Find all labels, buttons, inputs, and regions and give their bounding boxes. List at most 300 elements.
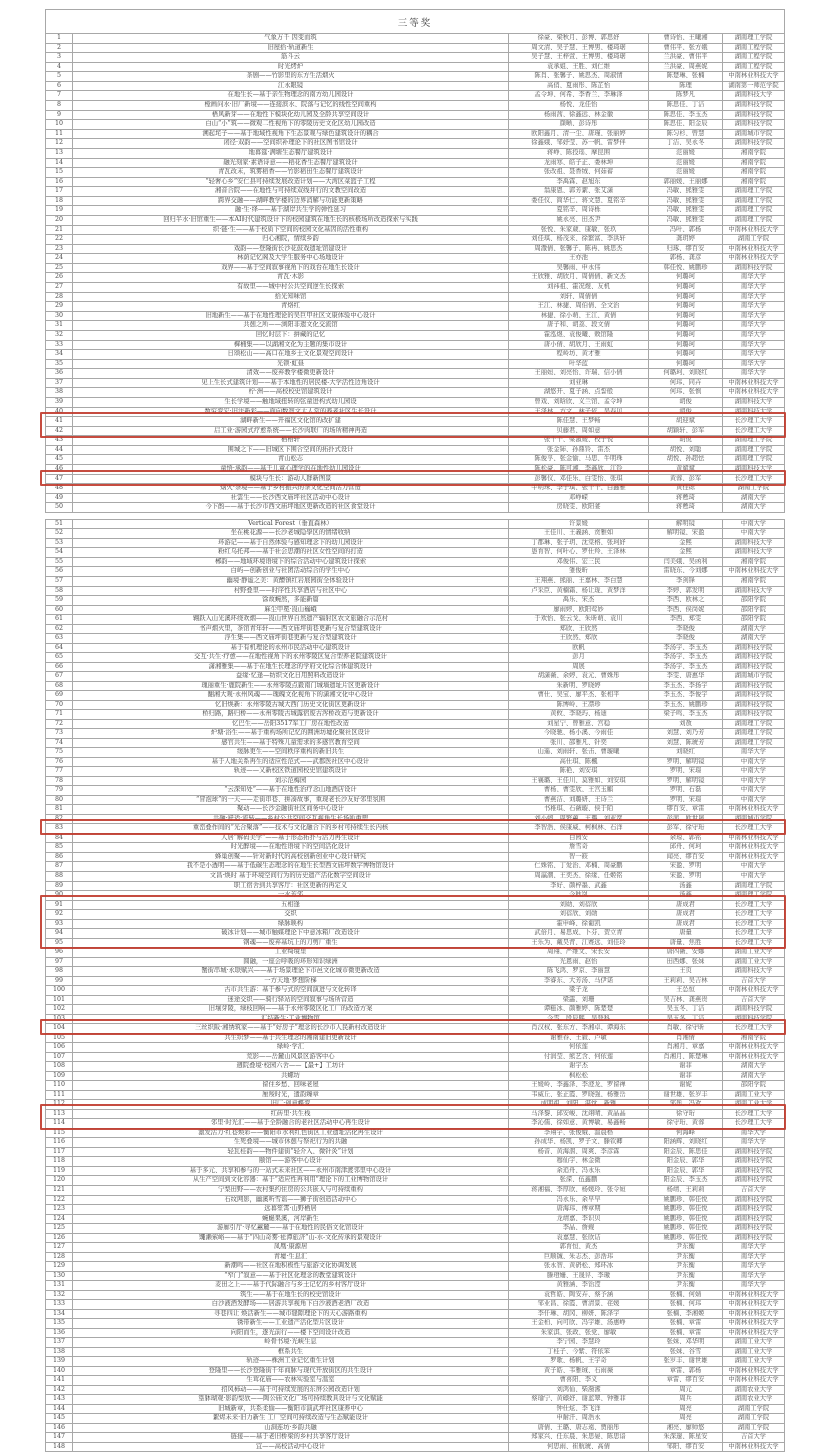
table-row — [45, 245, 785, 255]
cell-number: 84 — [45, 834, 73, 844]
cell-school: 南华大学 — [723, 1262, 785, 1272]
cell-advisors: 兰洪豪、周燕妮 — [649, 63, 723, 73]
cell-school: 南华大学 — [723, 1243, 785, 1253]
table-row — [45, 226, 785, 236]
cell-project-title: 回忆时层下：拼藏的记忆 — [73, 331, 509, 341]
cell-students: 刘亚琳 — [509, 379, 649, 389]
cell-advisors: 胡俊 — [649, 398, 723, 408]
cell-advisors: 章雷、缪百安 — [649, 1376, 723, 1386]
cell-school: 湖南科技学院 — [723, 111, 785, 121]
cell-advisors: 解明镜 — [649, 520, 723, 530]
cell-project-title: 汇结新生·工业博物馆 — [73, 1015, 509, 1025]
cell-advisors: 何璐珂 — [649, 293, 723, 303]
cell-project-title: 轨迹——株洲工业记忆重生计划 — [73, 1357, 509, 1367]
cell-number: 54 — [45, 548, 73, 558]
cell-number: 113 — [45, 1110, 73, 1120]
cell-project-title: 白屿—创新创业与社团活动综合的学生中心 — [73, 567, 509, 577]
table-row — [45, 101, 785, 111]
cell-project-title: 感官共生——基于特殊儿童需求的多感官教育空间 — [73, 739, 509, 749]
cell-school: 邵阳学院 — [723, 606, 785, 616]
cell-school: 中南林业科技大学 — [723, 72, 785, 82]
table-row — [45, 872, 785, 882]
cell-project-title: 五相逢 — [73, 901, 509, 911]
cell-students: 滕璒姍、王晟舁、李璬 — [509, 1272, 649, 1282]
cell-project-title: 蜂巢创聚——针对新时代的高校创新创业中心设计研究 — [73, 853, 509, 863]
cell-project-title: 重峦叠作间的“光合聚落”——技术与文化融合下的乡村可持续生长内核 — [73, 824, 509, 834]
cell-number: 60 — [45, 606, 73, 616]
cell-number: 93 — [45, 920, 73, 930]
cell-project-title: 筋斗云 — [73, 53, 509, 63]
cell-project-title: 寻巷四让 焕活新生——城市缝隙理论下的天心游路重构 — [73, 1310, 509, 1320]
cell-project-title: 跨界交融——湖畔教学楼的边界消解与功能更新策略 — [73, 197, 509, 207]
table-row — [45, 398, 785, 408]
cell-number: 30 — [45, 312, 73, 322]
cell-project-title: 旧城新章，共系柔愉——衡阳市演武坪社区康养中心 — [73, 1405, 509, 1415]
cell-project-title: 框系共生 — [73, 1348, 509, 1358]
cell-students: 罗歌、杨帆、王宇奇 — [509, 1357, 649, 1367]
cell-number: 94 — [45, 929, 73, 939]
cell-school: 湖南科技学院 — [723, 1196, 785, 1206]
cell-number: 16 — [45, 178, 73, 188]
cell-project-title: 交织 — [73, 910, 509, 920]
cell-project-title: 清效——废弃教学楼微更新设计 — [73, 369, 509, 379]
cell-students: 陈松豪、陈可湘、李鑫欣、江铃 — [509, 465, 649, 475]
cell-project-title: 絮烬未来·旧力新生 工厂空间可持续改造与生态赋能设计 — [73, 1414, 509, 1424]
cell-students: 徐豪、梁秋月、彭博、郭思妤 — [509, 34, 649, 44]
cell-project-title: Vertical Forest（垂直森林） — [73, 520, 509, 530]
cell-project-title: 邻里·时光汇——基于全龄融合的老社区活动中心再生设计 — [73, 1119, 509, 1129]
cell-project-title: 江永眼镜 — [73, 82, 509, 92]
cell-school: 中南林业科技大学 — [723, 1367, 785, 1377]
cell-students: 余追舟、冯永乐 — [509, 1167, 649, 1177]
cell-project-title: 樨桶集——以湖湘文化为主题的集市设计 — [73, 341, 509, 351]
cell-school: 湖南科技学院 — [723, 1005, 785, 1015]
table-row — [45, 663, 785, 673]
cell-project-title: 栖梧轩 — [73, 436, 509, 446]
cell-students: 廖雨婷、欧阳莺妙 — [509, 606, 649, 616]
cell-students: 曹杨、曹雯欣、王宫玉麒 — [509, 786, 649, 796]
table-row — [45, 503, 785, 513]
cell-advisors: 李西、侯岗妮 — [649, 606, 723, 616]
cell-advisors: 谢世雄、张岁丰 — [649, 1091, 723, 1101]
cell-project-title: 梧风新芽——在地性下模块化幼儿园及全龄共享空间设计 — [73, 111, 509, 121]
table-row — [45, 967, 785, 977]
cell-students: 钟仕炫、李飞洋 — [509, 1405, 649, 1415]
table-row — [45, 1062, 785, 1072]
cell-number: 38 — [45, 388, 73, 398]
cell-number: 33 — [45, 341, 73, 351]
cell-number: 85 — [45, 843, 73, 853]
cell-project-title: 圆融，一座会呼吸的环形知识绿洲 — [73, 958, 509, 968]
cell-project-title: 人居“解码美学”——基于形态拓扑与活力再生设计 — [73, 834, 509, 844]
cell-students: 周翔、严维文、宋长安 — [509, 948, 649, 958]
cell-students: 王翔燕、熊丽、王嘉林、李白慧 — [509, 577, 649, 587]
cell-school: 湖南科技学院 — [723, 1205, 785, 1215]
table-row — [45, 1376, 785, 1386]
cell-project-title: 在地生长—基于亲生物理念的南方幼儿园设计 — [73, 91, 509, 101]
table-row — [45, 1329, 785, 1339]
cell-number: 109 — [45, 1072, 73, 1082]
cell-school: 南华大学 — [723, 283, 785, 293]
cell-school: 湖南理工学院 — [723, 216, 785, 226]
cell-advisors: 田西娜、张妹 — [649, 958, 723, 968]
table-row — [45, 777, 785, 787]
cell-project-title: 共融·舒适·流转——乡村公共空间交互视角生长场所重塑 — [73, 815, 509, 825]
table-row — [45, 120, 785, 130]
cell-project-title: 篁躰瑚观·影韵梨欤——陶公庙文化广场可持续教具设计与文化赋能 — [73, 1395, 509, 1405]
cell-number: 44 — [45, 446, 73, 456]
cell-school: 湖南工业大学 — [723, 1357, 785, 1367]
cell-students: 袁承姐、王胜、刘仁维 — [509, 63, 649, 73]
cell-number: 73 — [45, 729, 73, 739]
cell-students: 枫松松 — [509, 1072, 649, 1082]
cell-school: 湖南理工学院 — [723, 197, 785, 207]
cell-number: 130 — [45, 1272, 73, 1282]
cell-advisors: 陈理 — [649, 82, 723, 92]
table-row — [45, 824, 785, 834]
cell-advisors: 邹阳、缪百安 — [649, 1443, 723, 1453]
cell-advisors: 陈思佳、丁洁 — [649, 101, 723, 111]
cell-school: 湖南大学 — [723, 634, 785, 644]
cell-advisors: 胡俊 — [649, 408, 723, 418]
cell-number: 43 — [45, 436, 73, 446]
cell-school: 湖南工业大学 — [723, 958, 785, 968]
cell-students: 愚育智、何叶心、罗仕羚、王泽林 — [509, 548, 649, 558]
cell-project-title: 书声烟火里，茶馆青年轩——西文庙坪街巷更新与复合型建筑设计 — [73, 625, 509, 635]
cell-project-title: 新潮鸣——社区在地积极性与旅游文化协调发展 — [73, 1262, 509, 1272]
cell-students: 唐小倩、胡欣月、王雨虹 — [509, 341, 649, 351]
cell-school: 湘南学院 — [723, 1034, 785, 1044]
table-row — [45, 653, 785, 663]
cell-students: 穆仙宇、林金微 — [509, 1157, 649, 1167]
cell-project-title: 社雲生——长沙西文庙坪社区活动中心设计 — [73, 494, 509, 504]
cell-number: 25 — [45, 264, 73, 274]
cell-students: 郑家兴、任东晨、朱思晏、陈思谙 — [509, 1433, 649, 1443]
cell-students: 蒋湘福、李厚欣、杨媛玲、张令姮 — [509, 1186, 649, 1196]
cell-school: 湖南工程学院 — [723, 63, 785, 73]
cell-number: 108 — [45, 1062, 73, 1072]
cell-project-title: 蟹街串城·永联赋兴——基于场景理论下市邑文化城市微更新改造 — [73, 967, 509, 977]
cell-students: 白园安 — [509, 834, 649, 844]
cell-students: 冯永乐、余早早 — [509, 1196, 649, 1206]
cell-school: 长沙理工大学 — [723, 910, 785, 920]
cell-school: 湖南科技学院 — [723, 691, 785, 701]
cell-school: 中南林业科技大学 — [723, 1291, 785, 1301]
cell-school: 湖南科技大学 — [723, 91, 785, 101]
cell-students: 王丽姮、刘亮怡、许瑞、信小倩 — [509, 369, 649, 379]
cell-project-title: 三丝织阪·湘绣筑家——基于“好房子”理念的长沙市人民新村改造设计 — [73, 1024, 509, 1034]
cell-number: 140 — [45, 1367, 73, 1377]
cell-project-title: 烟火·茶境——基于乡村振兴的茶文化空间活力营造 — [73, 484, 509, 494]
cell-project-title: 山洞连坊·乡韵共融 — [73, 1424, 509, 1434]
cell-number: 45 — [45, 455, 73, 465]
table-row — [45, 1081, 785, 1091]
cell-number: 65 — [45, 653, 73, 663]
table-row — [45, 1310, 785, 1320]
cell-project-title: 锈带新生——工业遗产活化型片区设计 — [73, 1319, 509, 1329]
cell-number: 74 — [45, 739, 73, 749]
cell-number: 119 — [45, 1167, 73, 1177]
cell-advisors: 唐量、焦胜 — [649, 939, 723, 949]
cell-students: 叶华蓝 — [509, 360, 649, 370]
cell-number: 88 — [45, 872, 73, 882]
cell-advisors: 阳金辰、李玉杰 — [649, 1176, 723, 1186]
cell-students: 周瀛潮、王奕杰、徐缘、任姬铭 — [509, 872, 649, 882]
cell-advisors: 胡悦 — [649, 436, 723, 446]
cell-project-title: 旧厂·创意蝶变 — [73, 1100, 509, 1110]
cell-project-title: 绿脉映构 — [73, 920, 509, 930]
cell-school: 中南大学 — [723, 796, 785, 806]
cell-number: 9 — [45, 111, 73, 121]
cell-advisors: 汤鑫 — [649, 891, 723, 901]
cell-number: 144 — [45, 1405, 73, 1415]
cell-number: 141 — [45, 1376, 73, 1386]
cell-advisors: 黄蓉、彭军 — [649, 475, 723, 485]
cell-school: 湖南科技学院 — [723, 701, 785, 711]
table-row — [45, 408, 785, 418]
cell-project-title: 刘示范梅园 — [73, 777, 509, 787]
table-row — [45, 130, 785, 140]
cell-advisors: 何璐珂 — [649, 341, 723, 351]
table-row — [45, 1034, 785, 1044]
cell-students: 邹业昌、徐霞、曹清景、荏媛 — [509, 1300, 649, 1310]
cell-school: 长沙理工大学 — [723, 417, 785, 427]
cell-project-title: 潇湘雅集——基于在地生长理念的学府文化综合体建筑设计 — [73, 663, 509, 673]
cell-project-title: 今下酌——基于长沙市西文庙坪地区更新改造的社区食堂设计 — [73, 503, 509, 513]
cell-school: 中南林业科技大学 — [723, 1053, 785, 1063]
cell-number: 87 — [45, 862, 73, 872]
cell-advisors: 王莉莉、吴吉林 — [649, 977, 723, 987]
table-row — [45, 1262, 785, 1272]
cell-number: 51 — [45, 520, 73, 530]
cell-students: 彭月 — [509, 653, 649, 663]
cell-advisors: 闫美娥、吴函利 — [649, 558, 723, 568]
cell-number: 76 — [45, 758, 73, 768]
cell-students: 黄攸、李晓玙、杨迪 — [509, 710, 649, 720]
cell-number: 102 — [45, 1005, 73, 1015]
cell-students: 刘星宁、曾雅意、宫稳 — [509, 720, 649, 730]
cell-project-title: 瑰丽重生·鹿院新生——永州零陵点毅南门城墙遗址片区更新设计 — [73, 682, 509, 692]
cell-number: 114 — [45, 1119, 73, 1129]
cell-advisors: 丁洁、吴永冬 — [649, 139, 723, 149]
cell-advisors: 肖湘倩 — [649, 1034, 723, 1044]
cell-advisors: 刘晓红 — [649, 748, 723, 758]
cell-advisors: 蒋甦琦 — [649, 503, 723, 513]
cell-school: 中南林业科技大学 — [723, 1310, 785, 1320]
cell-number: 47 — [45, 475, 73, 485]
cell-school: 湖南科技大学 — [723, 465, 785, 475]
cell-number: 1 — [45, 34, 73, 44]
table-row — [45, 417, 785, 427]
cell-students: 彭馨仪、邓佳乐、白雯怡、张琪 — [509, 475, 649, 485]
cell-project-title: 激发活力·红巷焕彩——衡阳市水利红色街区工业遗址活化再生设计 — [73, 1129, 509, 1139]
cell-school: 中南林业科技大学 — [723, 986, 785, 996]
cell-students: 龙靖嘉、李识贝 — [509, 1215, 649, 1225]
table-row — [45, 206, 785, 216]
cell-number: 49 — [45, 494, 73, 504]
cell-students: 陈佳慧、王梦畅 — [509, 417, 649, 427]
cell-students: 今雪、段辰熙、吴登科 — [509, 1015, 649, 1025]
cell-number: 116 — [45, 1138, 73, 1148]
cell-school: 湖南理工学院 — [723, 720, 785, 730]
cell-number: 71 — [45, 710, 73, 720]
cell-number: 56 — [45, 567, 73, 577]
cell-number: 82 — [45, 815, 73, 825]
table-row — [45, 739, 785, 749]
cell-advisors: 周兵 — [649, 1395, 723, 1405]
cell-students: 朱新明、罗晓婷 — [509, 682, 649, 692]
cell-advisors: 谢菲 — [649, 1062, 723, 1072]
cell-students: 武倍月、易思成、卜芬、贺立青 — [509, 929, 649, 939]
cell-advisors: 彭茜、欧世晟 — [649, 815, 723, 825]
cell-advisors: 何璐珂 — [649, 350, 723, 360]
cell-advisors: 尹东衡 — [649, 1253, 723, 1263]
cell-advisors: 刘慧、刘乃芳 — [649, 729, 723, 739]
cell-project-title: 翻湘大观·永州风魂——瑰魄文化视角下的潇湘文化中心设计 — [73, 691, 509, 701]
table-row — [45, 834, 785, 844]
cell-project-title: 益缘·忆逢—纺织文化日用照料改造设计 — [73, 672, 509, 682]
cell-school: 南华大学 — [723, 273, 785, 283]
cell-project-title: 启工业·游园式疗愈系统——长沙肉联厂的场所精神再造 — [73, 427, 509, 437]
cell-project-title: 时光烤炉 — [73, 63, 509, 73]
cell-school: 湖南科技学院 — [723, 120, 785, 130]
cell-students: 高俏、夏雨彤、陈芷怡 — [509, 82, 649, 92]
cell-project-title: 村野叠里——时序性共享酒店与社区中心 — [73, 587, 509, 597]
cell-number: 64 — [45, 644, 73, 654]
cell-project-title: 时光醉境——在地性语境下的空间活化设计 — [73, 843, 509, 853]
table-row — [45, 862, 785, 872]
cell-number: 15 — [45, 168, 73, 178]
cell-students: 李沁儒、徐如意、黄博敏、易鑫畅 — [509, 1119, 649, 1129]
cell-advisors: 解明镜、宋盈 — [649, 529, 723, 539]
table-row — [45, 187, 785, 197]
cell-project-title: 交互·共生·疗愈——在地性视角下的永州零陵区复合型养老院建筑设计 — [73, 653, 509, 663]
cell-advisors: 吴吉林、龚燕贵 — [649, 996, 723, 1006]
cell-students: 巨顺铖、朱志杰、彭浩玮 — [509, 1253, 649, 1263]
cell-number: 4 — [45, 63, 73, 73]
table-row — [45, 1100, 785, 1110]
cell-students: 禹乐、宋杰 — [509, 596, 649, 606]
cell-students: 张川、邵雅凡、针奕 — [509, 739, 649, 749]
table-row — [45, 159, 785, 169]
table-row — [45, 1443, 785, 1453]
cell-students: 曹燕洁、刘璐妍、王诗兰 — [509, 796, 649, 806]
table-row — [45, 939, 785, 949]
table-row — [45, 312, 785, 322]
cell-advisors: 李汤宇、李玉杰 — [649, 644, 723, 654]
cell-students: 许景媛 — [509, 520, 649, 530]
cell-advisors: 王怂恒 — [649, 986, 723, 996]
cell-number: 48 — [45, 484, 73, 494]
cell-project-title: 聚动——长沙金融街社区商务中心设计 — [73, 805, 509, 815]
cell-students: 湖悠开、夏子涵、点誓般 — [509, 388, 649, 398]
cell-school: 湖南科技学院 — [723, 1234, 785, 1244]
cell-students: 李翔宇、张俊娥、温晨格 — [509, 1129, 649, 1139]
cell-advisors: 周亮 — [649, 1405, 723, 1415]
cell-advisors: 宋盈、罗明 — [649, 872, 723, 882]
cell-number: 26 — [45, 273, 73, 283]
cell-school: 湖南工业大学 — [723, 1091, 785, 1101]
cell-students: 张永智、黄砃松、郑环冰 — [509, 1262, 649, 1272]
table-row — [45, 1338, 785, 1348]
cell-students: 张悦、朱家葳、康敏、张玖 — [509, 226, 649, 236]
table-row — [45, 815, 785, 825]
cell-number: 101 — [45, 996, 73, 1006]
cell-advisors: 吴玉冬、丁洁 — [649, 1015, 723, 1025]
cell-students: 谢宇杰 — [509, 1062, 649, 1072]
table-row — [45, 1186, 785, 1196]
cell-students: 王欣然、郑欣 — [509, 634, 649, 644]
table-row — [45, 72, 785, 82]
cell-number: 131 — [45, 1281, 73, 1291]
cell-students: 王媛岭、李鑫泽、李澄龙、罗留禅 — [509, 1081, 649, 1091]
cell-students: 李好、颜梓墨、武鑫 — [509, 882, 649, 892]
cell-project-title: 共螺坊 — [73, 1072, 509, 1082]
cell-school: 南华大学 — [723, 1138, 785, 1148]
cell-project-title: 远暮笙霄·山野栖居 — [73, 1205, 509, 1215]
cell-number: 41 — [45, 417, 73, 427]
cell-advisors: 何璐珂 — [649, 283, 723, 293]
cell-advisors: 胡悦、刘聪 — [649, 446, 723, 456]
cell-project-title: 旧屋拾·轨道新生 — [73, 44, 509, 54]
table-row — [45, 139, 785, 149]
table-row — [45, 302, 785, 312]
cell-students: 杨雨茜、徐鑫远、林金徽 — [509, 111, 649, 121]
cell-number: 120 — [45, 1176, 73, 1186]
cell-students: 王江、林捷、周伯倩、全文治 — [509, 302, 649, 312]
cell-advisors: 何海峰 — [649, 1129, 723, 1139]
cell-school: 湖南科技学院 — [723, 101, 785, 111]
cell-school: 湖南工业大学 — [723, 1338, 785, 1348]
table-row — [45, 701, 785, 711]
cell-school: 湖南工学院 — [723, 484, 785, 494]
cell-advisors: 金熙 — [649, 539, 723, 549]
award-rows-1-50 — [45, 33, 785, 513]
cell-students: 王佳川、王義涵、贲雅如 — [509, 529, 649, 539]
table-row — [45, 1043, 785, 1053]
cell-project-title: 粉红乌托邦——基于社会思潮的社区女性空间的打造 — [73, 548, 509, 558]
cell-number: 69 — [45, 691, 73, 701]
cell-advisors: 阳金辰、郭华 — [649, 1167, 723, 1177]
table-row — [45, 587, 785, 597]
table-row — [45, 720, 785, 730]
cell-students: 蒋峥、陈投瑶、摩昆围 — [509, 149, 649, 159]
table-row — [45, 682, 785, 692]
cell-project-title: 一水芳邻 — [73, 891, 509, 901]
cell-advisors: 陈梦凡 — [649, 91, 723, 101]
cell-school: 吉首大学 — [723, 1433, 785, 1443]
cell-number: 35 — [45, 360, 73, 370]
cell-school: 南华大学 — [723, 1129, 785, 1139]
table-row — [45, 1281, 785, 1291]
cell-project-title: 青瓦改末，筑雾稻香——竹影稻田生态餐厅建筑设计 — [73, 168, 509, 178]
cell-project-title: 浮生集——西文庙坪街巷更新与复合型建筑设计 — [73, 634, 509, 644]
cell-students: 何依莲 — [509, 1043, 649, 1053]
table-row — [45, 796, 785, 806]
cell-number: 133 — [45, 1300, 73, 1310]
cell-number: 89 — [45, 882, 73, 892]
cell-advisors: 黄斌斌 — [649, 465, 723, 475]
cell-advisors: 冯叶、郭杨 — [649, 226, 723, 236]
cell-number: 146 — [45, 1424, 73, 1434]
cell-students: 夏铭辛、周诗栎 — [509, 206, 649, 216]
table-row — [45, 729, 785, 739]
cell-school: 南华大学 — [723, 341, 785, 351]
table-row — [45, 53, 785, 63]
cell-number: 52 — [45, 529, 73, 539]
table-row — [45, 427, 785, 437]
cell-advisors: 谢妮 — [649, 1081, 723, 1091]
